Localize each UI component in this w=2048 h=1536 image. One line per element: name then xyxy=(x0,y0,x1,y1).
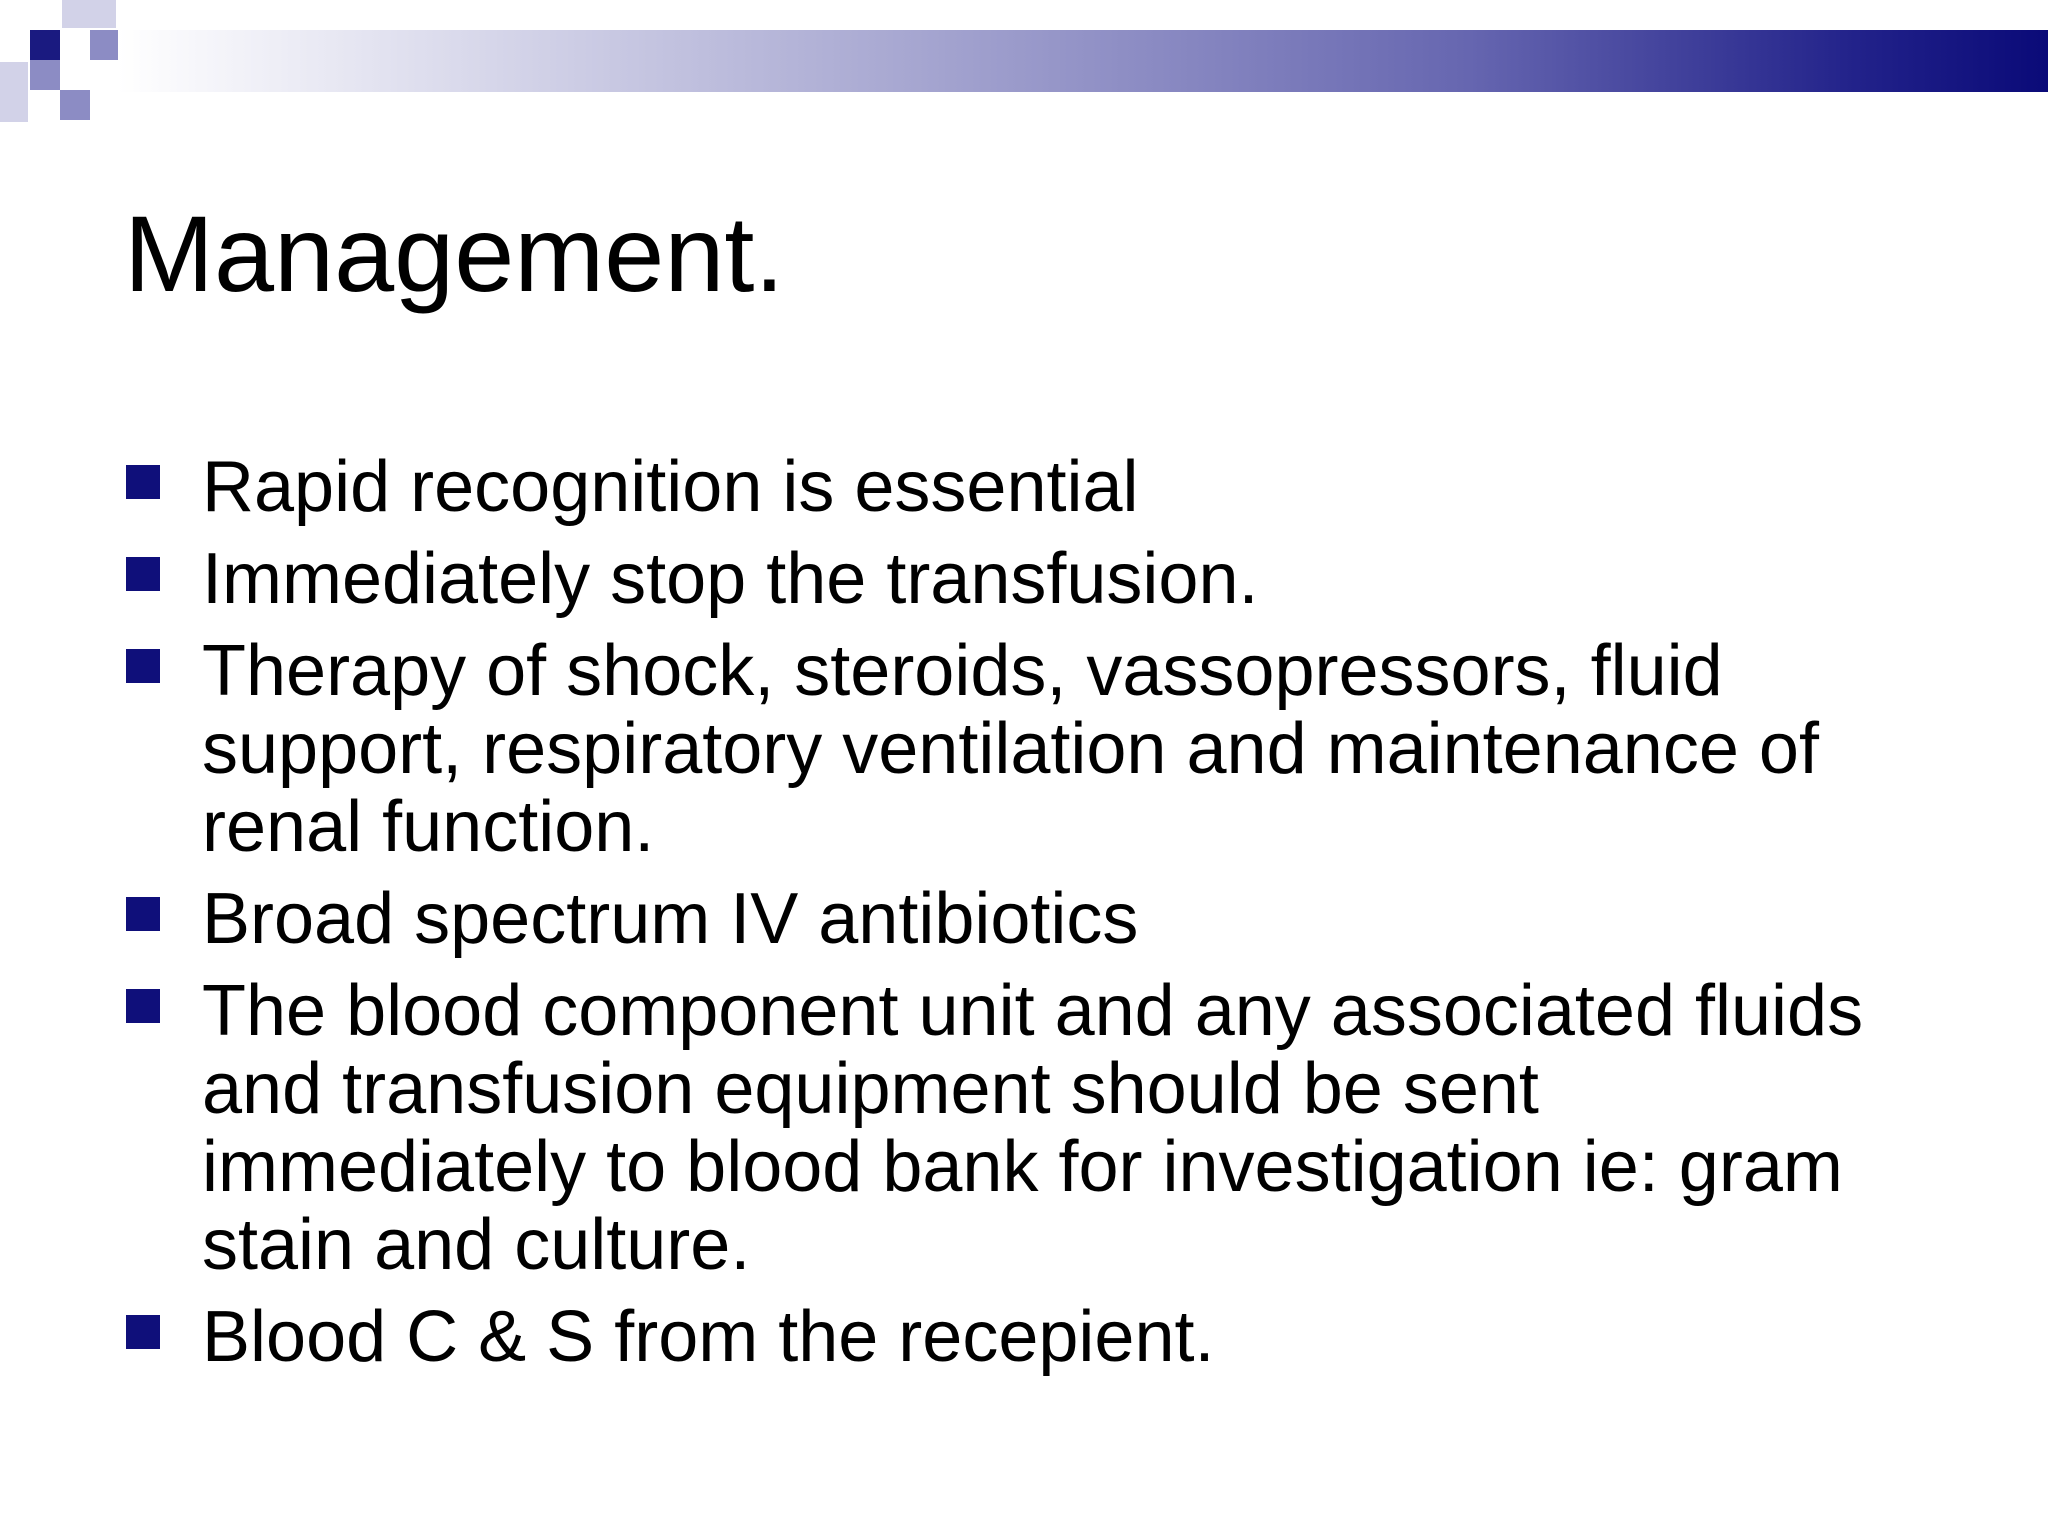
bullet-text: Blood C & S from the recepient. xyxy=(202,1297,1215,1377)
bullet-item-antibiotics xyxy=(126,880,2006,958)
square-bullet-icon xyxy=(126,897,160,931)
bullet-item-blood-cs xyxy=(126,1298,2006,1376)
bullet-text: Rapid recognition is essential xyxy=(202,447,1139,527)
square-bullet-icon xyxy=(126,649,160,683)
bullet-item-rapid-recognition xyxy=(126,448,2006,526)
bullet-text: Therapy of shock, steroids, vassopressors, fluid support, respiratory ventilation and maintenance of renal function. xyxy=(202,631,1819,867)
bullet-text: Broad spectrum IV antibiotics xyxy=(202,879,1139,959)
bullet-item-therapy xyxy=(126,632,2006,866)
bullet-text: The blood component unit and any associated fluids and transfusion equipment should be sent immediately to blood bank for investigation ie: gram stain and culture. xyxy=(202,971,1864,1285)
corner-square-mid-lower xyxy=(60,90,90,120)
bullet-list xyxy=(126,448,2006,1390)
corner-square-mid-bottom xyxy=(30,60,60,90)
slide-title: Management. xyxy=(124,193,785,314)
square-bullet-icon xyxy=(126,465,160,499)
bullet-item-blood-component xyxy=(126,972,2006,1284)
bullet-item-stop-transfusion xyxy=(126,540,2006,618)
square-bullet-icon xyxy=(126,989,160,1023)
bullet-text: Immediately stop the transfusion. xyxy=(202,539,1259,619)
square-bullet-icon xyxy=(126,557,160,591)
corner-square-light-left xyxy=(0,62,28,122)
corner-square-mid-right xyxy=(90,30,118,60)
header-gradient-bar xyxy=(118,30,2048,92)
corner-square-light-top xyxy=(62,0,116,28)
square-bullet-icon xyxy=(126,1315,160,1349)
corner-square-dark xyxy=(30,30,60,60)
